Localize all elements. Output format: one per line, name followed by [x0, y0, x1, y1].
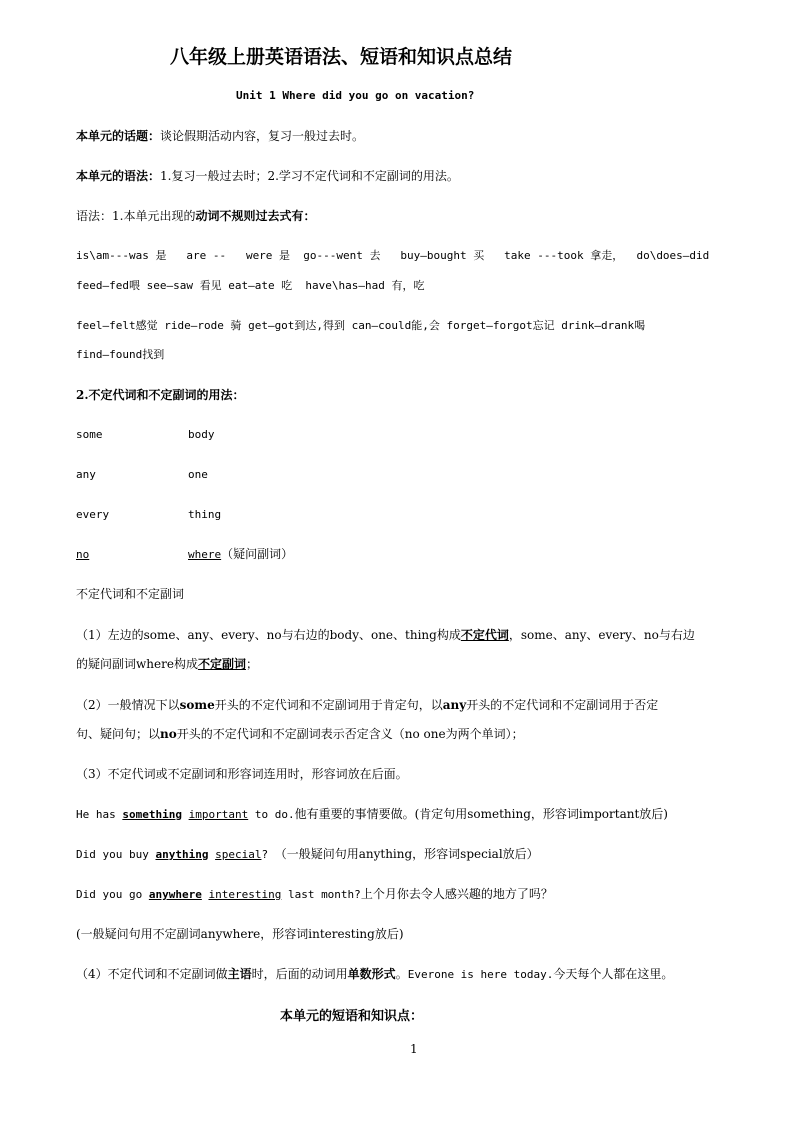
text: 他有重要的事情要做。(肯定句用something，形容词important放后) — [294, 807, 668, 821]
text: ? — [261, 848, 275, 861]
topic-line — [76, 128, 364, 144]
text: 今天每个人都在这里。 — [553, 967, 674, 981]
text: Did you buy — [76, 848, 156, 861]
text: anything — [155, 848, 209, 861]
text: 上个月你去令人感兴趣的地方了吗？ — [360, 887, 553, 901]
table-left: no — [76, 548, 90, 561]
text: （一般疑问句用anything，形容词special放后） — [274, 847, 539, 861]
text: 。 — [395, 967, 408, 981]
point-4 — [76, 966, 673, 983]
grammar-text: 1.复习一般过去时；2.学习不定代词和不定副词的用法。 — [160, 169, 459, 183]
text: 不定代词 — [460, 628, 509, 642]
point-2-line-1 — [76, 697, 658, 713]
table-right: one — [188, 468, 208, 481]
grammar-intro-bold: 动词不规则过去式有： — [195, 209, 316, 223]
section-heading: 本单元的短语和知识点： — [280, 1009, 424, 1024]
text: 不定副词 — [197, 657, 246, 671]
page-number: 1 — [410, 1042, 418, 1056]
verbs-line-4: find—found找到 — [76, 348, 165, 361]
text: ； — [245, 657, 258, 671]
example-3 — [76, 886, 553, 903]
text: Did you go — [76, 888, 149, 901]
verbs-line-2: feed—fed喂 see—saw 看见 eat—ate 吃 have\has—had 有，吃 — [76, 279, 425, 292]
table-right: body — [188, 428, 215, 441]
text: last month? — [281, 888, 361, 901]
topic-text: 谈论假期活动内容，复习一般过去时。 — [160, 129, 365, 143]
document-title: 八年级上册英语语法、短语和知识点总结 — [170, 46, 513, 68]
text: to do. — [248, 808, 295, 821]
indef-label: 不定代词和不定副词 — [76, 587, 185, 601]
point-3: （3）不定代词或不定副词和形容词连用时，形容词放在后面。 — [76, 767, 408, 781]
verbs-line-3: feel—felt感觉 ride—rode 骑 get—got到达,得到 can—could能,会 forget—forgot忘记 drink—drank喝 — [76, 319, 646, 332]
verbs-line-1: is\am---was 是 are -- were 是 go---went 去 buy—bought 买 take ---took 拿走， do\does—did — [76, 249, 710, 262]
grammar-label: 本单元的语法： — [76, 169, 161, 183]
table-note: （疑问副词） — [221, 547, 294, 561]
text: some — [179, 698, 215, 712]
text: （4）不定代词和不定副词做 — [76, 967, 228, 981]
point-1-line-2 — [76, 656, 258, 672]
text: ，some、any、every、no与右边 — [508, 628, 695, 642]
text: Everone is here today. — [407, 968, 554, 981]
point-1-line-1 — [76, 627, 695, 643]
point-2-line-2 — [76, 726, 524, 742]
text: 主语 — [227, 967, 252, 981]
text: anywhere — [148, 888, 202, 901]
table-left: any — [76, 468, 96, 481]
text: something — [122, 808, 182, 821]
text: 时，后面的动词用 — [251, 967, 348, 981]
example-3-note: (一般疑问句用不定副词anywhere，形容词interesting放后) — [76, 927, 404, 941]
grammar-intro — [76, 208, 315, 224]
text: He has — [76, 808, 123, 821]
text: （1）左边的some、any、every、no与右边的body、one、thing构成 — [76, 628, 461, 642]
unit-title: Unit 1 Where did you go on vacation? — [236, 89, 475, 102]
text: special — [215, 848, 262, 861]
text: 的疑问副词where构成 — [76, 657, 198, 671]
text: any — [442, 698, 467, 712]
text: 开头的不定代词和不定副词用于否定 — [466, 698, 659, 712]
text: 句、疑问句；以 — [76, 727, 161, 741]
text: interesting — [208, 888, 282, 901]
text: （2）一般情况下以 — [76, 698, 180, 712]
example-2 — [76, 846, 539, 863]
example-1 — [76, 806, 668, 823]
text: 单数形式 — [347, 967, 396, 981]
text: 开头的不定代词和不定副词表示否定含义（no one为两个单词）； — [176, 727, 524, 741]
indef-heading: 2.不定代词和不定副词的用法： — [76, 388, 245, 402]
topic-label: 本单元的话题： — [76, 129, 161, 143]
table-left: every — [76, 508, 110, 521]
table-last-row — [76, 546, 293, 563]
text: important — [188, 808, 249, 821]
text: no — [160, 727, 177, 741]
table-left: some — [76, 428, 103, 441]
table-right: thing — [188, 508, 222, 521]
grammar-intro-prefix: 语法：1.本单元出现的 — [76, 209, 196, 223]
table-right: where — [188, 548, 222, 561]
text — [182, 808, 189, 821]
text: 开头的不定代词和不定副词用于肯定句，以 — [214, 698, 443, 712]
grammar-line — [76, 168, 459, 184]
